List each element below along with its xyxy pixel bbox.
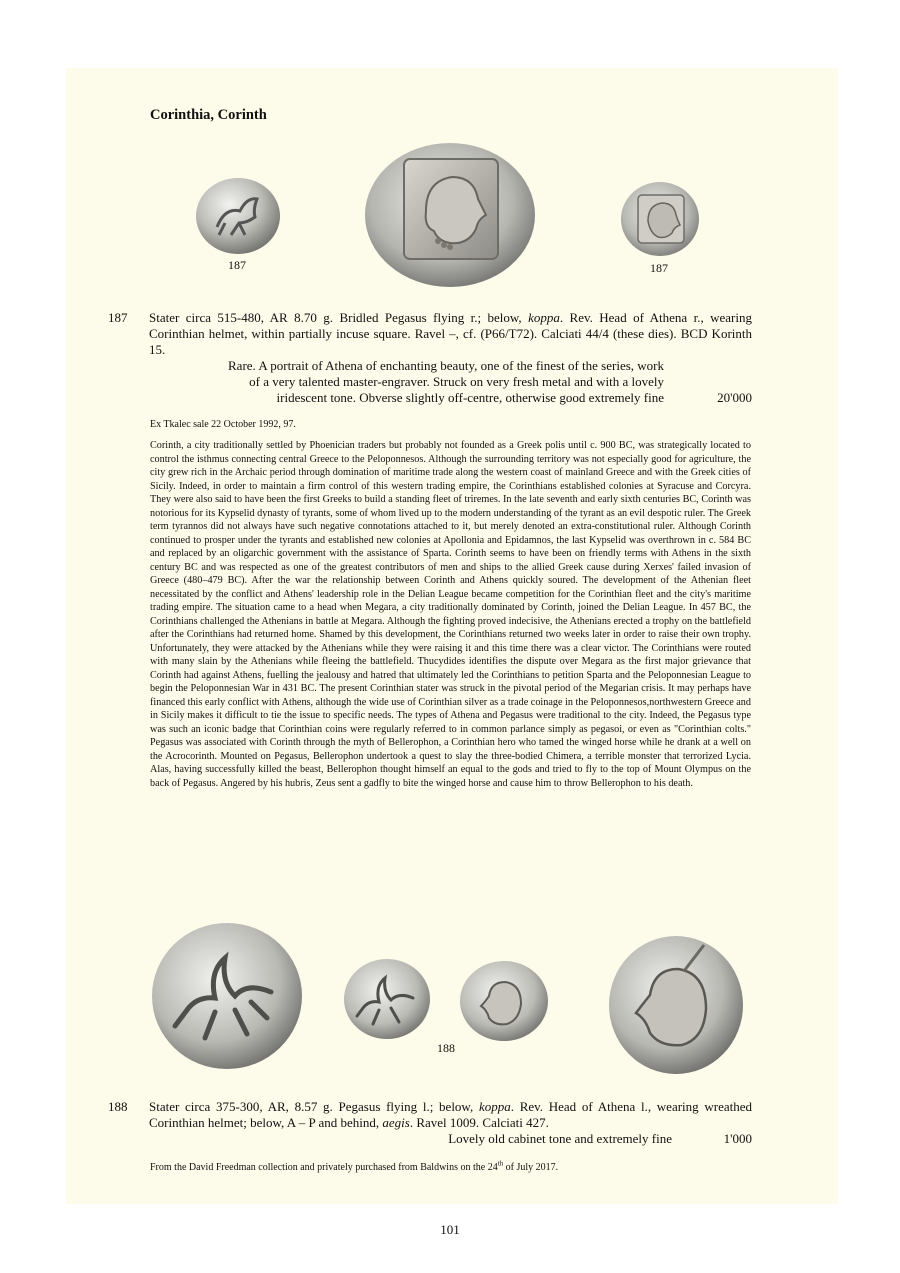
lot-price: 20'000	[717, 390, 752, 405]
page-number: 101	[440, 1222, 460, 1237]
coin-188-obverse-small	[343, 958, 431, 1040]
lot-condition: Rare. A portrait of Athena of enchanting beauty, one of the finest of the series, work of a very talented master-engraver. Struck on very fresh metal and with a lovely iridescent tone. Obverse slightly off-centre, otherwise good extremely fine 20'000	[228, 358, 752, 405]
lot-price: 1'000	[723, 1131, 752, 1146]
coin-187-obverse-small	[195, 177, 281, 255]
lot-description: Stater circa 515-480, AR 8.70 g. Bridled Pegasus flying r.; below, koppa. Rev. Head of Athena r., wearing Corinthian helmet, within partially incuse square. Ravel –, cf. (P66/T72). Calciati 44/4 (these dies). BCD Korinth 15.	[149, 310, 752, 357]
coin-187-reverse-small	[620, 181, 700, 257]
coin-187-reverse-large	[364, 141, 536, 288]
figure-label-187-left: 187	[228, 258, 246, 272]
lot-188	[108, 1099, 752, 1147]
lot-condition: Lovely old cabinet tone and extremely fine 1'000	[448, 1131, 752, 1146]
lot-187	[108, 310, 752, 406]
coin-188-reverse-large	[608, 935, 745, 1075]
lot-188-provenance: From the David Freedman collection and privately purchased from Baldwins on the 24th of July 2017.	[150, 1159, 559, 1173]
lot-number: 188	[108, 1099, 128, 1114]
section-heading: Corinthia, Corinth	[150, 107, 267, 123]
coin-188-reverse-small	[459, 960, 549, 1042]
lot-187-historical-note: Corinth, a city traditionally settled by Phoenician traders but probably not founded as a Greek polis until c. 900 BC, was strategically located to control the isthmus connecting central Greece to the Peloponnesos. Although the surrounding territory was not especially good for agriculture, the city grew rich in the Archaic period through domination of maritime trade along the western coast of mainland Greece and with the Greek cities of Sicily. Indeed, in order to maintain a firm control of this western trading empire, the Corinthians established colonies at Syracuse and Corcyra. They were also said to have been the first Greeks to build a standing fleet of triremes. In the late seventh and early sixth centuries BC, Corinth was notorious for its Kypselid dynasty of tyrants, some of whom lived up to the modern understanding of the tyrant as an evil despotic ruler. The Greek term tyrannos did not always have such negative connotations attached to it, but merely denoted an extra-constitutional ruler. Although Corinth continued to prosper under the tyrants and established new colonies at Apollonia and Epidamnos, the last Kypselid was overthrown in c. 584 BC and replaced by an oligarchic government with the assistance of Sparta. Corinth seems to have been on friendly terms with Athens in the sixth century BC and was respected as one of the greatest contributors of men and ships to the allied Greek cause during Xerxes' failed invasion of Greece (480–479 BC). After the war the relationship between Corinth and Athens quickly soured. The development of the Athenian fleet necessitated by the conflict and Athens' leadership role in the Delian League became competition for the Corinthian fleet and the city's maritime trading empire. The situation came to a head when Megara, a city traditionally dominated by Corinth, joined the Delian League. In 457 BC, the Corinthians challenged the Athenians in battle at Megara. Although the fighting proved indecisive, the Athenians erected a trophy on the battlefield after the Corinthians had returned home. Shamed by this development, the Corinthians returned two weeks later in order to raise their own trophy. Unfortunately, they were attacked by the Athenians while they were raising it and this time there was a clear victor. The Corinthians were routed with many slain by the Athenians while fleeing the battlefield. Thucydides identifies the dispute over Megara as the first major grievance that Corinth had against Athens, fuelling the jealousy and hatred that ultimately led the Corinthians to petition Sparta and the Peloponnesian League to begin the Peloponnesian War in 431 BC. The present Corinthian stater was struck in the pivotal period of the Megarian crisis. It may perhaps have financed this early conflict with Athens, although the wide use of Corinthian silver as a trade coinage in the Peloponnesos,northwestern Greece and in Sicily makes it difficult to tie the issue to specific needs. The types of Athena and Pegasus were traditional to the city. Indeed, the Pegasus type was such an iconic badge that Corinthian coins were regularly referred to in common parlance simply as pegasoi, or even as "Corinthian colts." Pegasus was associated with Corinth through the myth of Bellerophon, a Corinthian hero who tamed the winged horse while he drank at a well on the Acrocorinth. Mounted on Pegasus, Bellerophon undertook a quest to slay the three-bodied Chimera, a terrible monster that terrorized Lycia. Alas, having successfully killed the beast, Bellerophon thought himself an equal to the gods and tried to fly to the top of Mount Olympus on the back of Pegasus. Angered by his hubris, Zeus sent a gadfly to bite the winged horse and cause him to throw Bellerophon to his death.	[150, 440, 751, 789]
figure-label-188: 188	[437, 1041, 455, 1055]
lot-description: Stater circa 375-300, AR, 8.57 g. Pegasus flying l.; below, koppa. Rev. Head of Athena l., wearing wreathed Corinthian helmet; below, A – P and behind, aegis. Ravel 1009. Calciati 427.	[149, 1099, 753, 1130]
figure-label-187-right: 187	[650, 261, 668, 275]
lot-number: 187	[108, 310, 128, 325]
lot-187-provenance: Ex Tkalec sale 22 October 1992, 97.	[150, 419, 296, 430]
coin-188-obverse-large	[151, 922, 303, 1070]
